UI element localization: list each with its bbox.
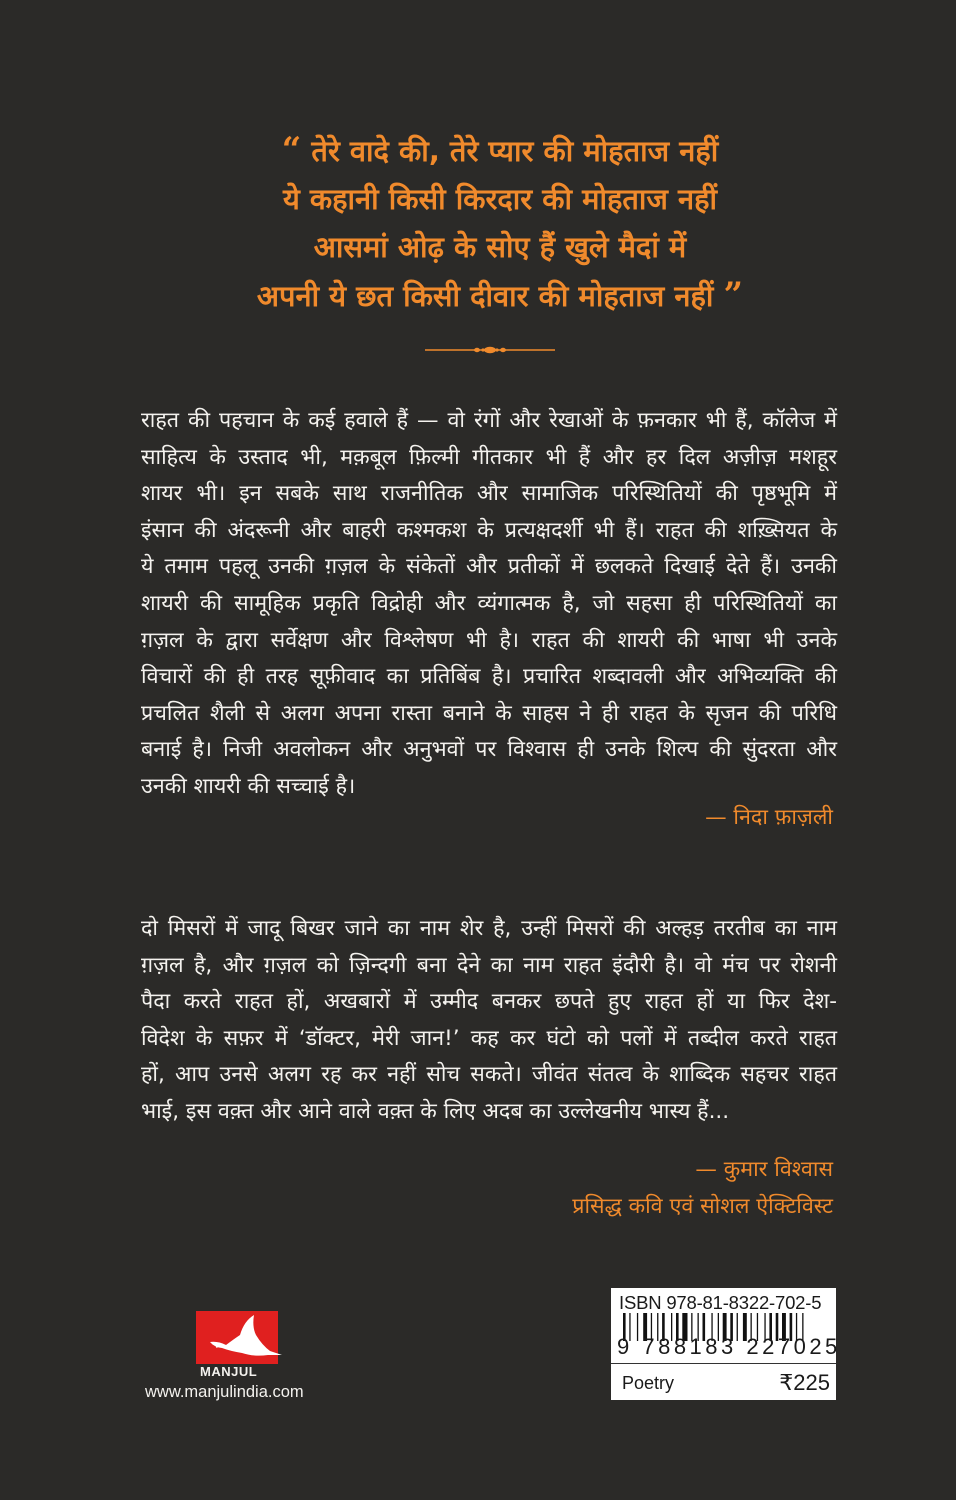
paragraph-line: इंसान की अंदरूनी और बाहरी कश्मकश के प्रत्यक्षदर्शी भी हैं। राहत की शख़्सियत के [141,517,837,543]
quote-line: आसमां ओढ़ के सोए हैं खुले मैदां में [313,230,687,264]
genre-label: Poetry [622,1373,675,1393]
paragraph-line: ग़ज़ल है, और ग़ज़ल को ज़िन्दगी बना देने का नाम राहत इंदौरी है। वो मंच पर रोशनी [141,952,837,978]
label-divider [611,1363,836,1364]
isbn-label [611,1288,841,1400]
paragraph-line: शायरी की सामूहिक प्रकृति विद्रोही और व्यंगात्मक है, जो सहसा ही परिस्थितियों का [141,590,837,616]
publisher-website[interactable]: www.manjulindia.com [145,1383,304,1401]
publisher-name: MANJUL [200,1364,258,1379]
nida-fazli-paragraph [141,403,837,806]
paragraph-line: विचारों की ही तरह सूफ़ीवाद का प्रतिबिंब है। प्रचारित शब्दावली और अभिव्यक्ति की [141,664,837,690]
quote-line: ये कहानी किसी किरदार की मोहताज नहीं [282,182,718,216]
barcode-digits: 9 788183 227025 [617,1334,841,1359]
paragraph-line: ये तमाम पहलू उनकी ग़ज़ल के संकेतों और प्रतीकों में छलकते दिखाई देते हैं। उनकी [141,554,837,580]
paragraph-line: विदेश के सफ़र में ‘डॉक्टर, मेरी जान!’ कह कर घंटो को पलों में तब्दील करते राहत [141,1025,837,1051]
attribution-nida-fazli: — निदा फ़ाज़ली [705,805,833,830]
attribution-title: प्रसिद्ध कवि एवं सोशल ऐक्टिविस्ट [572,1194,833,1219]
flying-bird-icon [196,1311,278,1364]
paragraph-line: साहित्य के उस्ताद भी, मक़बूल फ़िल्मी गीतकार भी हैं और हर दिल अज़ीज़ मशहूर [141,444,837,470]
paragraph-line: बनाई है। निजी अवलोकन और अनुभवों पर विश्वास ही उनके शिल्प की सुंदरता और [141,737,837,763]
kumar-vishwas-paragraph [141,911,837,1131]
open-quote-mark: “ [281,130,302,170]
paragraph-line: राहत की पहचान के कई हवाले हैं — वो रंगों और रेखाओं के फ़नकार भी हैं, कॉलेज में [141,408,837,433]
paragraph-line: दो मिसरों में जादू बिखर जाने का नाम शेर है, उन्हीं मिसरों की अल्हड़ तरतीब का नाम [141,916,837,941]
paragraph-line: हों, आप उनसे अलग रह कर नहीं सोच सकते। जीवंत संतत्व के शाब्दिक सहचर राहत [141,1062,837,1088]
publisher-logo [196,1311,278,1364]
paragraph-line: प्रचलित शैली से अलग अपना रास्ता बनाने के साहस ने ही राहत के सृजन की परिधि [141,700,837,726]
price-label: ₹225 [779,1370,830,1395]
paragraph-line: पैदा करते राहत हों, अखबारों में उम्मीद बनकर छपते हुए राहत हों या फिर देश- [141,989,837,1015]
paragraph-line: शायर भी। इन सबके साथ राजनीतिक और सामाजिक परिस्थितियों की पृष्ठभूमि में [141,481,837,507]
attribution-name: — कुमार विश्वास [695,1157,833,1182]
isbn-number: ISBN 978-81-8322-702-5 [619,1292,822,1313]
epigraph-quote [200,126,800,320]
ornament-divider-icon [425,344,555,356]
paragraph-line: उनकी शायरी की सच्चाई है। [141,773,356,799]
quote-line: “ तेरे वादे की, तेरे प्यार की मोहताज नहीं [281,130,719,170]
paragraph-line: ग़ज़ल के द्वारा सर्वेक्षण और विश्लेषण भी है। राहत की शायरी की भाषा भी उनके [141,627,837,653]
paragraph-line: भाई, इस वक़्त और आने वाले वक़्त के लिए अदब का उल्लेखनीय भास्य हैं... [141,1098,730,1124]
close-quote-mark: ” [723,275,744,315]
attribution-kumar-vishwas [572,1151,833,1225]
quote-line: अपनी ये छत किसी दीवार की मोहताज नहीं ” [256,275,744,315]
